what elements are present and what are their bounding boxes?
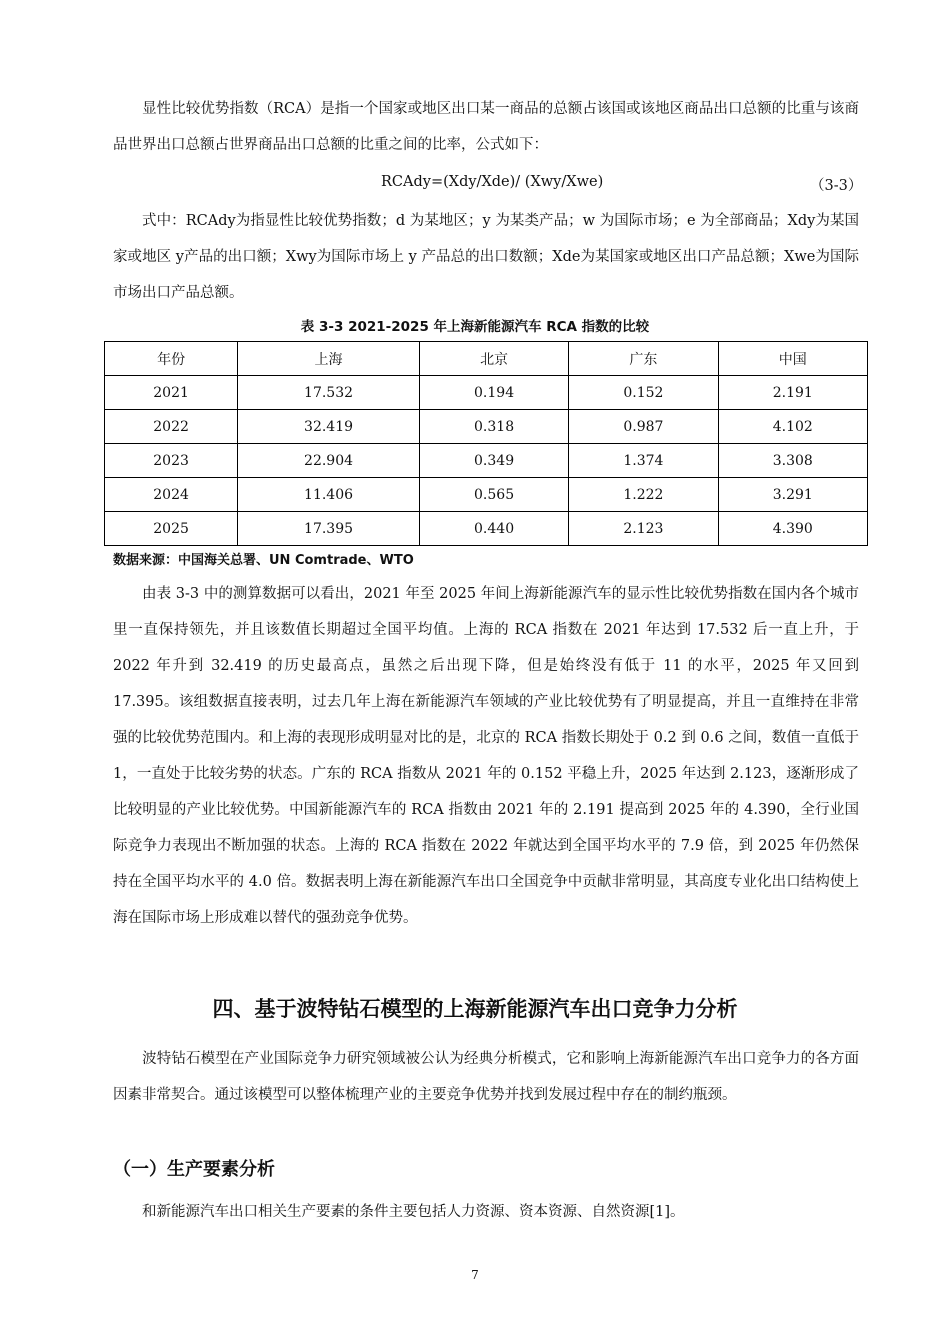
- formula-number: （3-3）: [810, 178, 863, 194]
- table-caption: 表 3-3 2021-2025 年上海新能源汽车 RCA 指数的比较: [300, 319, 650, 335]
- formula-explanation-paragraph: 式中：RCAdy为指显性比较优势指数；d 为某地区；y 为某类产品；w 为国际市场；e 为全部商品；Xdy为某国家或地区 y产品的出口额；Xwy为国际市场上 y 产品总的出口数额；Xde为某国家或地区出口产品总额；Xwe为国际市场出口产品总额。: [113, 213, 859, 301]
- table-cell: 2023: [105, 444, 238, 478]
- table-cell: 3.308: [718, 444, 867, 478]
- table-cell: 3.291: [718, 478, 867, 512]
- table-cell: 2022: [105, 410, 238, 444]
- rca-formula: RCAdy=(Xdy/Xde)/ (Xwy/Xwe): [381, 174, 604, 190]
- data-source-note: 数据来源：中国海关总署、UN Comtrade、WTO: [113, 553, 414, 568]
- table-cell: 1.374: [569, 444, 718, 478]
- table-row: [105, 512, 868, 546]
- table-cell: 2.123: [569, 512, 718, 546]
- table-cell: 32.419: [238, 410, 420, 444]
- table-cell: 0.318: [419, 410, 568, 444]
- table-cell: 0.987: [569, 410, 718, 444]
- rca-definition-paragraph: 显性比较优势指数（RCA）是指一个国家或地区出口某一商品的总额占该国或该地区商品出口总额的比重与该商品世界出口总额占世界商品出口总额的比重之间的比率，公式如下：: [113, 101, 859, 153]
- subsection-heading: （一）生产要素分析: [113, 1159, 275, 1180]
- table-cell: 1.222: [569, 478, 718, 512]
- table-header-cell: 中国: [718, 342, 867, 376]
- table-row: [105, 478, 868, 512]
- table-header-cell: 上海: [238, 342, 420, 376]
- formula-row: [0, 170, 950, 198]
- table-cell: 17.532: [238, 376, 420, 410]
- table-cell: 0.349: [419, 444, 568, 478]
- analysis-paragraph: 由表 3-3 中的测算数据可以看出，2021 年至 2025 年间上海新能源汽车的显示性比较优势指数在国内各个城市里一直保持领先，并且该数值长期超过全国平均值。上海的 RCA 指数在 2021 年达到 17.532 后一直上升，于 2022 年升到 32.419 的历史最高点，虽然之后出现下降，但是始终没有低于 11 的水平，2025 年又回到 17.395。该组数据直接表明，过去几年上海在新能源汽车领域的产业比较优势有了明显提高，并且一直维持在非常强的比较优势范围内。和上海的表现形成明显对比的是，北京的 RCA 指数长期处于 0.2 到 0.6 之间，数值一直低于 1，一直处于比较劣势的状态。广东的 RCA 指数从 2021 年的 0.152 平稳上升，2025 年达到 2.123，逐渐形成了比较明显的产业比较优势。中国新能源汽车的 RCA 指数由 2021 年的 2.191 提高到 2025 年的 4.390，全行业国际竞争力表现出不断加强的状态。上海的 RCA 指数在 2022 年就达到全国平均水平的 7.9 倍，到 2025 年仍然保持在全国平均水平的 4.0 倍。数据表明上海在新能源汽车出口全国竞争中贡献非常明显，其高度专业化出口结构使上海在国际市场上形成难以替代的强劲竞争优势。: [113, 586, 859, 926]
- table-header-cell: 年份: [105, 342, 238, 376]
- section-heading: 四、基于波特钻石模型的上海新能源汽车出口竞争力分析: [212, 997, 738, 1021]
- table-cell: 4.102: [718, 410, 867, 444]
- table-cell: 2024: [105, 478, 238, 512]
- table-cell: 0.440: [419, 512, 568, 546]
- porter-paragraph: 波特钻石模型在产业国际竞争力研究领域被公认为经典分析模式，它和影响上海新能源汽车出口竞争力的各方面因素非常契合。通过该模型可以整体梳理产业的主要竞争优势并找到发展过程中存在的制约瓶颈。: [113, 1051, 859, 1103]
- table-cell: 11.406: [238, 478, 420, 512]
- table-cell: 0.152: [569, 376, 718, 410]
- table-cell: 2021: [105, 376, 238, 410]
- table-cell: 22.904: [238, 444, 420, 478]
- table-cell: 17.395: [238, 512, 420, 546]
- table-header-cell: 广东: [569, 342, 718, 376]
- table-cell: 2.191: [718, 376, 867, 410]
- table-cell: 4.390: [718, 512, 867, 546]
- table-header-cell: 北京: [419, 342, 568, 376]
- table-row: [105, 444, 868, 478]
- rca-comparison-table: [104, 341, 868, 546]
- table-header-row: [105, 342, 868, 376]
- table-cell: 0.565: [419, 478, 568, 512]
- table-cell: 0.194: [419, 376, 568, 410]
- page-number: 7: [471, 1268, 479, 1282]
- table-row: [105, 376, 868, 410]
- factors-paragraph: 和新能源汽车出口相关生产要素的条件主要包括人力资源、资本资源、自然资源[1]。: [142, 1204, 685, 1220]
- table-cell: 2025: [105, 512, 238, 546]
- table-row: [105, 410, 868, 444]
